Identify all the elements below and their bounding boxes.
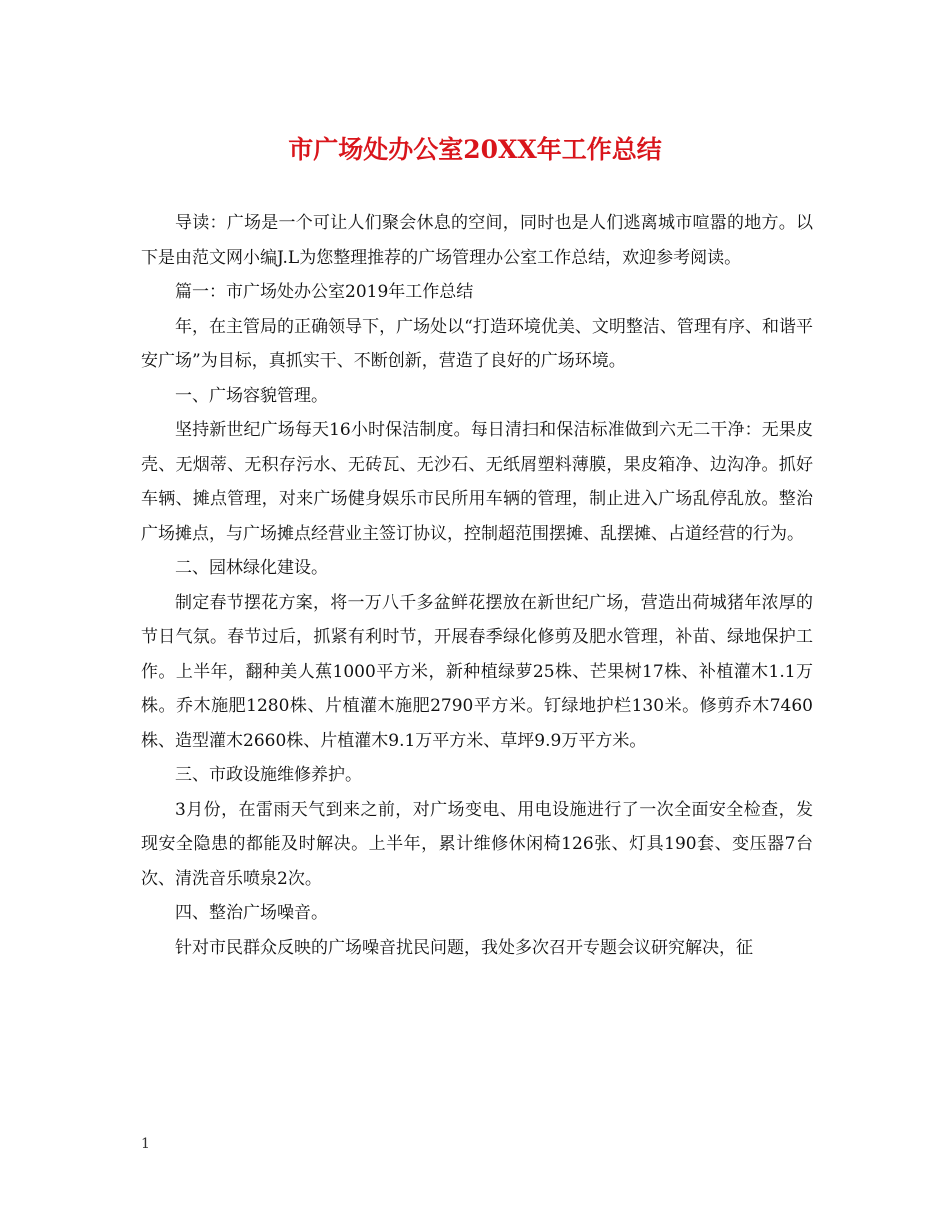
- heading-facility-maintenance: 三、市政设施维修养护。: [175, 765, 362, 785]
- landscaping-paragraph: 制定春节摆花方案，将一万八千多盆鲜花摆放在新世纪广场，营造出荷城猪年浓厚的节日气氛。春节过后，抓紧有利时节，开展春季绿化修剪及肥水管理，补苗、绿地保护工作。上半年，翻种美人蕉1000平方米，新种植绿萝25株、芒果树17株、补植灌木1.1万株。乔木施肥1280株、片植灌木施肥2790平方米。钉绿地护栏130米。修剪乔木7460株、造型灌木2660株、片植灌木9.1万平方米、草坪9.9万平方米。: [141, 592, 813, 751]
- document-title: 市广场处办公室20XX年工作总结: [288, 135, 662, 164]
- heading-noise-control: 四、整治广场噪音。: [175, 903, 328, 923]
- section-heading-part-one: 篇一：市广场处办公室2019年工作总结: [175, 282, 474, 302]
- intro-paragraph: 导读：广场是一个可让人们聚会休息的空间，同时也是人们逃离城市喧嚣的地方。以下是由范文网小编J.L为您整理推荐的广场管理办公室工作总结，欢迎参考阅读。: [141, 213, 813, 268]
- page-number: 1: [141, 1136, 150, 1152]
- overview-paragraph: 年，在主管局的正确领导下，广场处以“打造环境优美、文明整洁、管理有序、和谐平安广场”为目标，真抓实干、不断创新，营造了良好的广场环境。: [141, 316, 813, 371]
- heading-landscaping: 二、园林绿化建设。: [175, 558, 328, 578]
- document-body: [141, 206, 813, 965]
- heading-appearance-management: 一、广场容貌管理。: [175, 385, 328, 406]
- noise-control-paragraph: 针对市民群众反映的广场噪音扰民问题，我处多次召开专题会议研究解决，征: [175, 937, 753, 958]
- facility-maintenance-paragraph: 3月份，在雷雨天气到来之前，对广场变电、用电设施进行了一次全面安全检查，发现安全隐患的都能及时解决。上半年，累计维修休闲椅126张、灯具190套、变压器7台次、清洗音乐喷泉2次。: [141, 799, 813, 889]
- appearance-management-paragraph: 坚持新世纪广场每天16小时保洁制度。每日清扫和保洁标准做到六无二干净：无果皮壳、无烟蒂、无积存污水、无砖瓦、无沙石、无纸屑塑料薄膜，果皮箱净、边沟净。抓好车辆、摊点管理，对来广场健身娱乐市民所用车辆的管理，制止进入广场乱停乱放。整治广场摊点，与广场摊点经营业主签订协议，控制超范围摆摊、乱摆摊、占道经营的行为。: [141, 420, 813, 544]
